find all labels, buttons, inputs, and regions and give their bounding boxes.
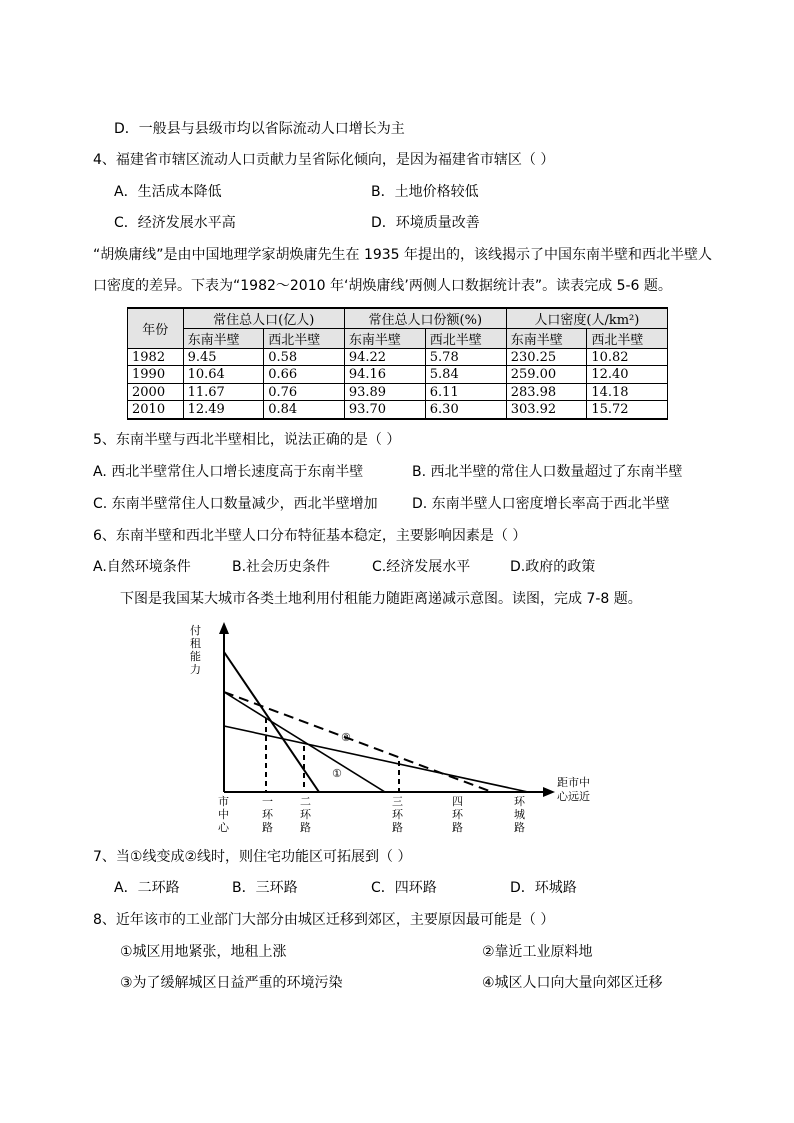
tick-label-ring3 <box>392 795 404 834</box>
q6-option-d: D.政府的政策 <box>510 559 596 575</box>
q7-option-d: D．环城路 <box>510 880 577 896</box>
tick-char: 环 <box>452 808 463 821</box>
q4-option-c: C．经济发展水平高 <box>114 215 236 231</box>
table-cell: 12.40 <box>587 366 668 383</box>
tick-char: 环 <box>300 808 311 821</box>
table-cell: 5.78 <box>425 349 506 366</box>
q4-option-d: D．环境质量改善 <box>371 215 480 231</box>
table-cell: 0.58 <box>264 349 345 366</box>
q8-option-4: ④城区人口向大量向郊区迁移 <box>482 975 663 991</box>
table-cell: 5.84 <box>425 366 506 383</box>
y-axis-label-char: 力 <box>190 663 201 676</box>
table-cell: 93.89 <box>344 383 425 400</box>
table-cell: 6.30 <box>425 401 506 419</box>
tick-char: 一 <box>262 795 273 808</box>
table-cell: 93.70 <box>344 401 425 419</box>
rent-line-industrial <box>224 726 528 792</box>
rent-line-residential-2 <box>224 692 492 792</box>
rent-curve-figure <box>180 620 620 839</box>
intro-line-2: 口密度的差异。下表为“1982～2010 年‘胡焕庸线’两侧人口数据统计表”。读表完成 5-6 题。 <box>93 278 672 294</box>
q4-option-b: B．土地价格较低 <box>371 184 479 200</box>
tick-char: 三 <box>392 795 403 808</box>
y-axis-arrow-icon <box>219 622 229 634</box>
q5-option-b: B. 西北半壁的常住人口数量超过了东南半壁 <box>412 464 683 480</box>
table-cell: 10.82 <box>587 349 668 366</box>
q5-stem: 5、东南半壁与西北半壁相比，说法正确的是（ ） <box>93 432 401 448</box>
table-row <box>128 383 668 400</box>
q8-stem: 8、近年该市的工业部门大部分由城区迁移到郊区，主要原因最可能是（ ） <box>93 912 555 928</box>
tick-char: 环 <box>514 795 525 808</box>
table-cell: 15.72 <box>587 401 668 419</box>
tick-char: 环 <box>392 808 403 821</box>
q6-option-c: C.经济发展水平 <box>372 559 471 575</box>
population-table <box>127 307 668 420</box>
table-subheader: 东南半壁 <box>344 329 425 349</box>
table-cell: 283.98 <box>506 383 587 400</box>
table-header-year: 年份 <box>128 308 184 349</box>
q6-option-b: B.社会历史条件 <box>232 559 331 575</box>
y-axis-label-char: 付 <box>190 624 201 637</box>
table-cell: 11.67 <box>183 383 264 400</box>
q7-stem: 7、当①线变成②线时，则住宅功能区可拓展到（ ） <box>93 849 412 865</box>
q5-option-a: A. 西北半壁常住人口增长速度高于东南半壁 <box>93 464 364 480</box>
table-cell: 0.76 <box>264 383 345 400</box>
intro2: 下图是我国某大城市各类土地利用付租能力随距离递减示意图。读图，完成 7-8 题。 <box>120 591 642 607</box>
tick-char: 二 <box>300 795 311 808</box>
table-row <box>128 401 668 419</box>
table-cell: 94.16 <box>344 366 425 383</box>
q8-option-2: ②靠近工业原料地 <box>482 944 593 960</box>
table-header-group: 常住总人口份额(%) <box>344 308 506 329</box>
table-cell: 2000 <box>128 383 184 400</box>
y-axis-label-char: 租 <box>190 637 201 650</box>
table-cell: 1990 <box>128 366 184 383</box>
q4-option-a: A．生活成本降低 <box>114 184 222 200</box>
table-cell: 1982 <box>128 349 184 366</box>
intro-line-1: “胡焕庸线”是由中国地理学家胡焕庸先生在 1935 年提出的，该线揭示了中国东南半壁和西北半壁人 <box>93 247 713 263</box>
x-axis-label-line: 距市中 <box>557 776 590 789</box>
q5-option-c: C. 东南半壁常住人口数量减少，西北半壁增加 <box>93 496 378 512</box>
table-subheader: 东南半壁 <box>183 329 264 349</box>
q3-option-d: D．一般县与县级市均以省际流动人口增长为主 <box>114 121 405 137</box>
y-axis-label-char: 能 <box>190 650 201 663</box>
table-header-group: 常住总人口(亿人) <box>183 308 344 329</box>
table-cell: 12.49 <box>183 401 264 419</box>
table-cell: 9.45 <box>183 349 264 366</box>
tick-char: 市 <box>218 795 229 808</box>
table-header-group: 人口密度(人/km²) <box>506 308 667 329</box>
table-subheader: 西北半壁 <box>587 329 668 349</box>
table-subheader: 西北半壁 <box>264 329 345 349</box>
table-cell: 10.64 <box>183 366 264 383</box>
table-row <box>128 366 668 383</box>
rent-curve-svg <box>180 620 620 835</box>
q5-option-d: D. 东南半壁人口密度增长率高于西北半壁 <box>412 496 670 512</box>
q8-option-1: ①城区用地紧张，地租上涨 <box>120 944 287 960</box>
table-cell: 2010 <box>128 401 184 419</box>
tick-label-ring-city <box>514 795 526 834</box>
tick-char: 路 <box>514 821 525 834</box>
table-cell: 0.84 <box>264 401 345 419</box>
q7-option-b: B．三环路 <box>232 880 298 896</box>
q7-option-c: C．四环路 <box>371 880 437 896</box>
tick-char: 路 <box>262 821 273 834</box>
tick-char: 路 <box>300 821 311 834</box>
table-cell: 230.25 <box>506 349 587 366</box>
curve-label-1: ① <box>332 767 342 780</box>
tick-char: 路 <box>452 821 463 834</box>
x-axis-arrow-icon <box>543 787 555 797</box>
tick-label-city-center <box>218 795 230 834</box>
table-row <box>128 349 668 366</box>
q7-option-a: A．二环路 <box>114 880 180 896</box>
curve-label-2: ② <box>341 731 351 744</box>
tick-char: 城 <box>514 808 525 821</box>
table-subheader: 东南半壁 <box>506 329 587 349</box>
tick-char: 心 <box>218 821 229 834</box>
table-cell: 0.66 <box>264 366 345 383</box>
q8-option-3: ③为了缓解城区日益严重的环境污染 <box>120 975 343 991</box>
table-cell: 303.92 <box>506 401 587 419</box>
tick-label-ring1 <box>262 795 274 834</box>
tick-label-ring2 <box>300 795 312 834</box>
tick-label-ring4 <box>452 795 464 834</box>
table-subheader: 西北半壁 <box>425 329 506 349</box>
tick-char: 环 <box>262 808 273 821</box>
tick-char: 路 <box>392 821 403 834</box>
q6-stem: 6、东南半壁和西北半壁人口分布特征基本稳定，主要影响因素是（ ） <box>93 528 527 544</box>
q6-option-a: A.自然环境条件 <box>93 559 191 575</box>
tick-char: 中 <box>218 808 229 821</box>
table-cell: 259.00 <box>506 366 587 383</box>
table-cell: 6.11 <box>425 383 506 400</box>
tick-char: 四 <box>452 795 463 808</box>
q4-stem: 4、福建省市辖区流动人口贡献力呈省际化倾向，是因为福建省市辖区（ ） <box>93 152 555 168</box>
x-axis-label-line: 心远近 <box>557 790 590 803</box>
table-cell: 14.18 <box>587 383 668 400</box>
table-cell: 94.22 <box>344 349 425 366</box>
